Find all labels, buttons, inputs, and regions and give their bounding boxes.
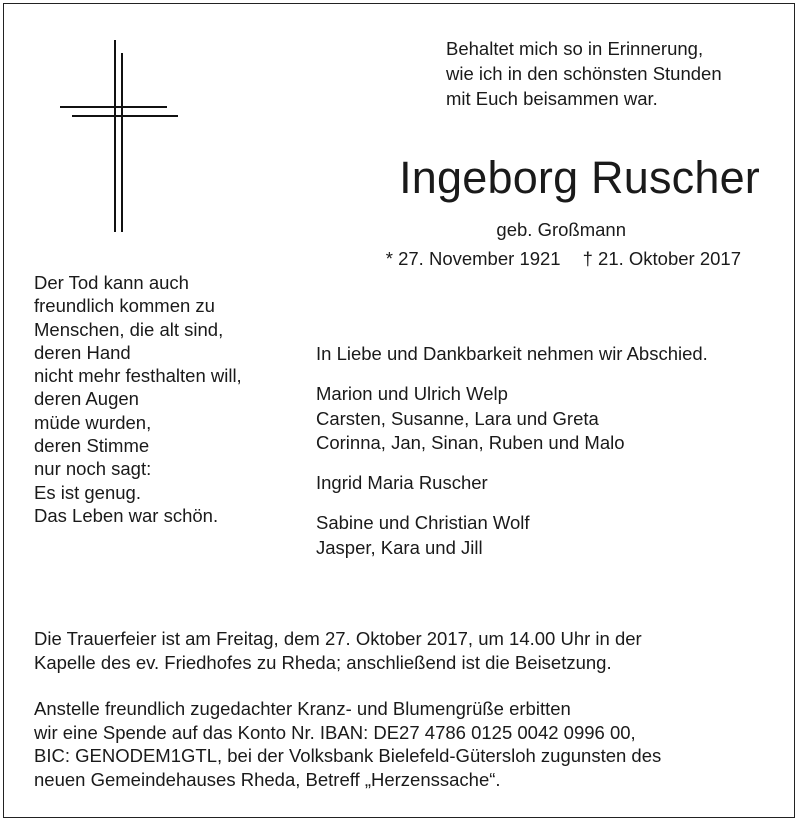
- life-dates: [300, 247, 741, 271]
- family-line: Sabine und Christian Wolf: [316, 512, 530, 533]
- family-group: [316, 382, 625, 456]
- ceremony-line: Kapelle des ev. Friedhofes zu Rheda; anschließend ist die Beisetzung.: [34, 652, 612, 673]
- family-line: Jasper, Kara und Jill: [316, 536, 483, 558]
- poem-line: nur noch sagt:: [34, 458, 152, 480]
- donation-line: wir eine Spende auf das Konto Nr. IBAN: DE27 4786 0125 0042 0996 00,: [34, 721, 636, 743]
- family-group: [316, 511, 530, 560]
- cross-icon: [60, 40, 178, 232]
- poem-line: Es ist genug.: [34, 481, 141, 503]
- poem-line: deren Stimme: [34, 435, 150, 457]
- ceremony-info: [34, 627, 774, 675]
- family-line: Corinna, Jan, Sinan, Ruben und Malo: [316, 432, 625, 453]
- poem-line: müde wurden,: [34, 411, 152, 433]
- poem-line: Das Leben war schön.: [34, 504, 219, 526]
- poem-line: freundlich kommen zu: [34, 295, 215, 317]
- family-line: Carsten, Susanne, Lara und Greta: [316, 407, 599, 429]
- poem-line: Der Tod kann auch: [34, 272, 189, 293]
- poem-line: Menschen, die alt sind,: [34, 318, 224, 340]
- family-line: Marion und Ulrich Welp: [316, 383, 508, 404]
- farewell-text: In Liebe und Dankbarkeit nehmen wir Abschied.: [316, 343, 708, 364]
- ceremony-line: Die Trauerfeier ist am Freitag, dem 27. Oktober 2017, um 14.00 Uhr in der: [34, 628, 642, 649]
- poem-line: nicht mehr festhalten will,: [34, 365, 242, 387]
- donation-info: [34, 697, 774, 791]
- birth-date: * 27. November 1921: [385, 248, 561, 269]
- motto-quote: [446, 36, 776, 111]
- deceased-name: Ingeborg Ruscher: [399, 152, 760, 203]
- motto-line: mit Euch beisammen war.: [446, 88, 658, 109]
- maiden-name: geb. Großmann: [496, 219, 626, 240]
- family-line: Ingrid Maria Ruscher: [316, 472, 488, 493]
- motto-line: wie ich in den schönsten Stunden: [446, 63, 722, 84]
- donation-line: neuen Gemeindehauses Rheda, Betreff „Herzenssache“.: [34, 768, 501, 790]
- donation-line: BIC: GENODEM1GTL, bei der Volksbank Bielefeld-Gütersloh zugunsten des: [34, 745, 662, 766]
- poem-line: deren Augen: [34, 388, 139, 410]
- donation-line: Anstelle freundlich zugedachter Kranz- und Blumengrüße erbitten: [34, 698, 571, 719]
- poem: [34, 271, 284, 527]
- motto-line: Behaltet mich so in Erinnerung,: [446, 38, 704, 59]
- poem-line: deren Hand: [34, 341, 131, 363]
- death-date: † 21. Oktober 2017: [582, 248, 741, 269]
- family-group: [316, 471, 488, 496]
